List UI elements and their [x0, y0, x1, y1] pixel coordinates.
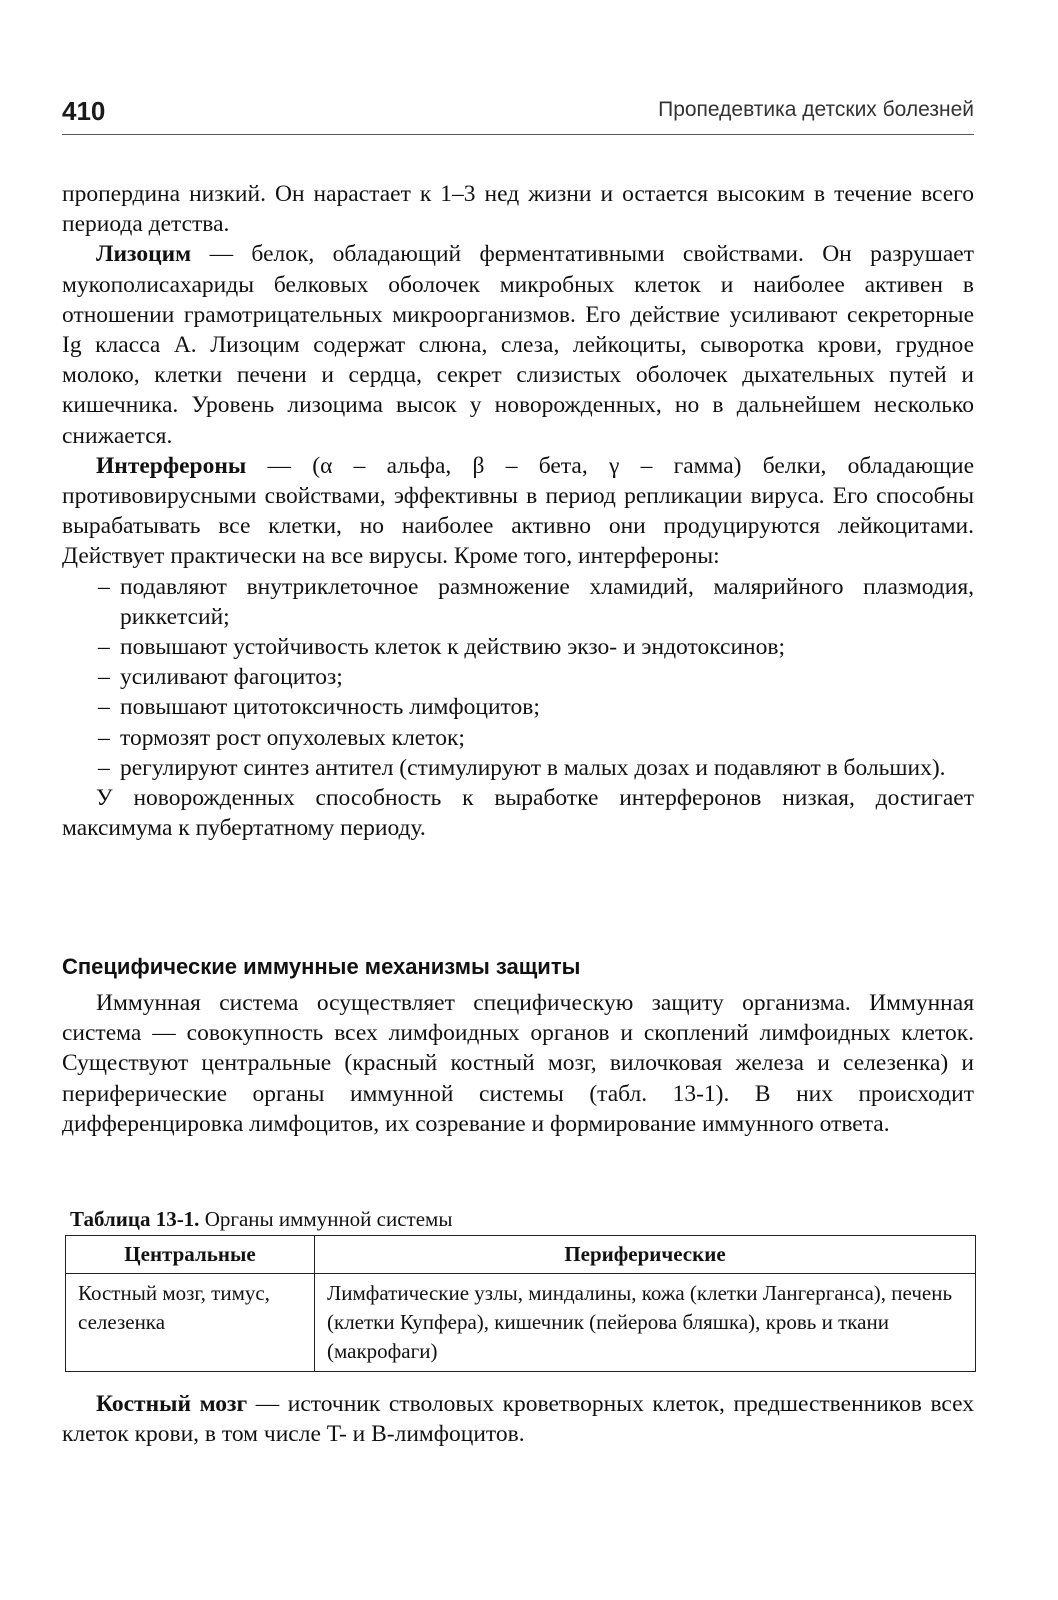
section-text	[62, 988, 974, 1139]
page-header	[62, 96, 974, 134]
lysozyme-text: — белок, обладающий ферментативными свойствами. Он разрушает мукополисахариды белковых оболочек микробных клеток и наиболее активен в отношении грамотрицательных микроорганизмов. Его действие усиливают секреторные Ig класса A. Лизоцим содержат слюна, слеза, лейкоциты, сыворотка крови, грудное молоко, клетки печени и сердца, секрет слизистых оболочек дыхательных путей и кишечника. Уровень лизоцима высок у новорожденных, но в дальнейшем несколько снижается.	[62, 241, 974, 449]
organs-table	[65, 1235, 976, 1372]
list-item: – усиливают фагоцитоз;	[98, 662, 974, 692]
list-item: – повышают цитотоксичность лимфоцитов;	[98, 692, 974, 722]
page-number: 410	[62, 96, 106, 126]
table-caption-text: Органы иммунной системы	[199, 1207, 453, 1231]
paragraph-lysozyme	[62, 239, 974, 450]
table-header-central: Центральные	[66, 1236, 315, 1274]
header-rule	[62, 134, 974, 135]
paragraph-bone-marrow	[62, 1389, 974, 1449]
table-header-peripheral: Периферические	[315, 1236, 976, 1274]
bone-marrow-text: — источник стволовых кроветворных клеток, предшественников всех клеток крови, в том числе T- и B-лимфоцитов.	[62, 1391, 974, 1448]
table-caption-label: Таблица 13-1.	[70, 1207, 200, 1231]
table-caption	[70, 1207, 970, 1232]
list-item: – повышают устойчивость клеток к действию экзо- и эндотоксинов;	[98, 632, 974, 662]
table-cell-central: Костный мозг, тимус, селезенка	[66, 1274, 315, 1372]
list-item: – подавляют внутриклеточное размножение хламидий, малярийного плазмодия, риккетсий;	[98, 572, 974, 632]
paragraph-interferons	[62, 451, 974, 572]
list-item: – тормозят рост опухолевых клеток;	[98, 723, 974, 753]
final-text	[62, 1389, 974, 1449]
list-item: – регулируют синтез антител (стимулируют в малых дозах и подавляют в больших).	[98, 753, 974, 783]
table-cell-peripheral: Лимфатические узлы, миндалины, кожа (клетки Лангерганса), печень (клетки Купфера), кишечник (пейерова бляшка), кровь и ткани (макрофаги)	[315, 1274, 976, 1372]
section-heading: Специфические иммунные механизмы защиты	[62, 954, 581, 979]
paragraph-continuation: пропердина низкий. Он нарастает к 1–3 нед жизни и остается высоким в течение всего периода детства.	[62, 181, 974, 238]
term-bone-marrow: Костный мозг	[96, 1391, 248, 1417]
table-row	[66, 1274, 976, 1372]
term-lysozyme: Лизоцим	[96, 241, 192, 268]
interferons-text: — (α – альфа, β – бета, γ – гамма) белки, обладающие противовирусными свойствами, эффективны в период репликации вируса. Его способны вырабатывать все клетки, но наиболее активно они продуцируются лейкоцитами. Действует практически на все вирусы. Кроме того, интерфероны:	[62, 452, 974, 570]
paragraph-immune-system: Иммунная система осуществляет специфическую защиту организма. Иммунная система — совокупность всех лимфоидных органов и скоплений лимфоидных клеток. Существуют центральные (красный костный мозг, вилочковая железа и селезенка) и периферические органы иммунной системы (табл. 13-1). В них происходит дифференцировка лимфоцитов, их созревание и формирование иммунного ответа.	[62, 990, 974, 1137]
table-header-row	[66, 1236, 976, 1274]
term-interferons: Интерфероны	[96, 452, 247, 479]
paragraph-newborn: У новорожденных способность к выработке интерферонов низкая, достигает максимума к пубертатному периоду.	[62, 785, 974, 842]
running-title: Пропедевтика детских болезней	[658, 98, 974, 121]
interferon-effects-list	[62, 572, 974, 783]
body-text	[62, 179, 974, 843]
